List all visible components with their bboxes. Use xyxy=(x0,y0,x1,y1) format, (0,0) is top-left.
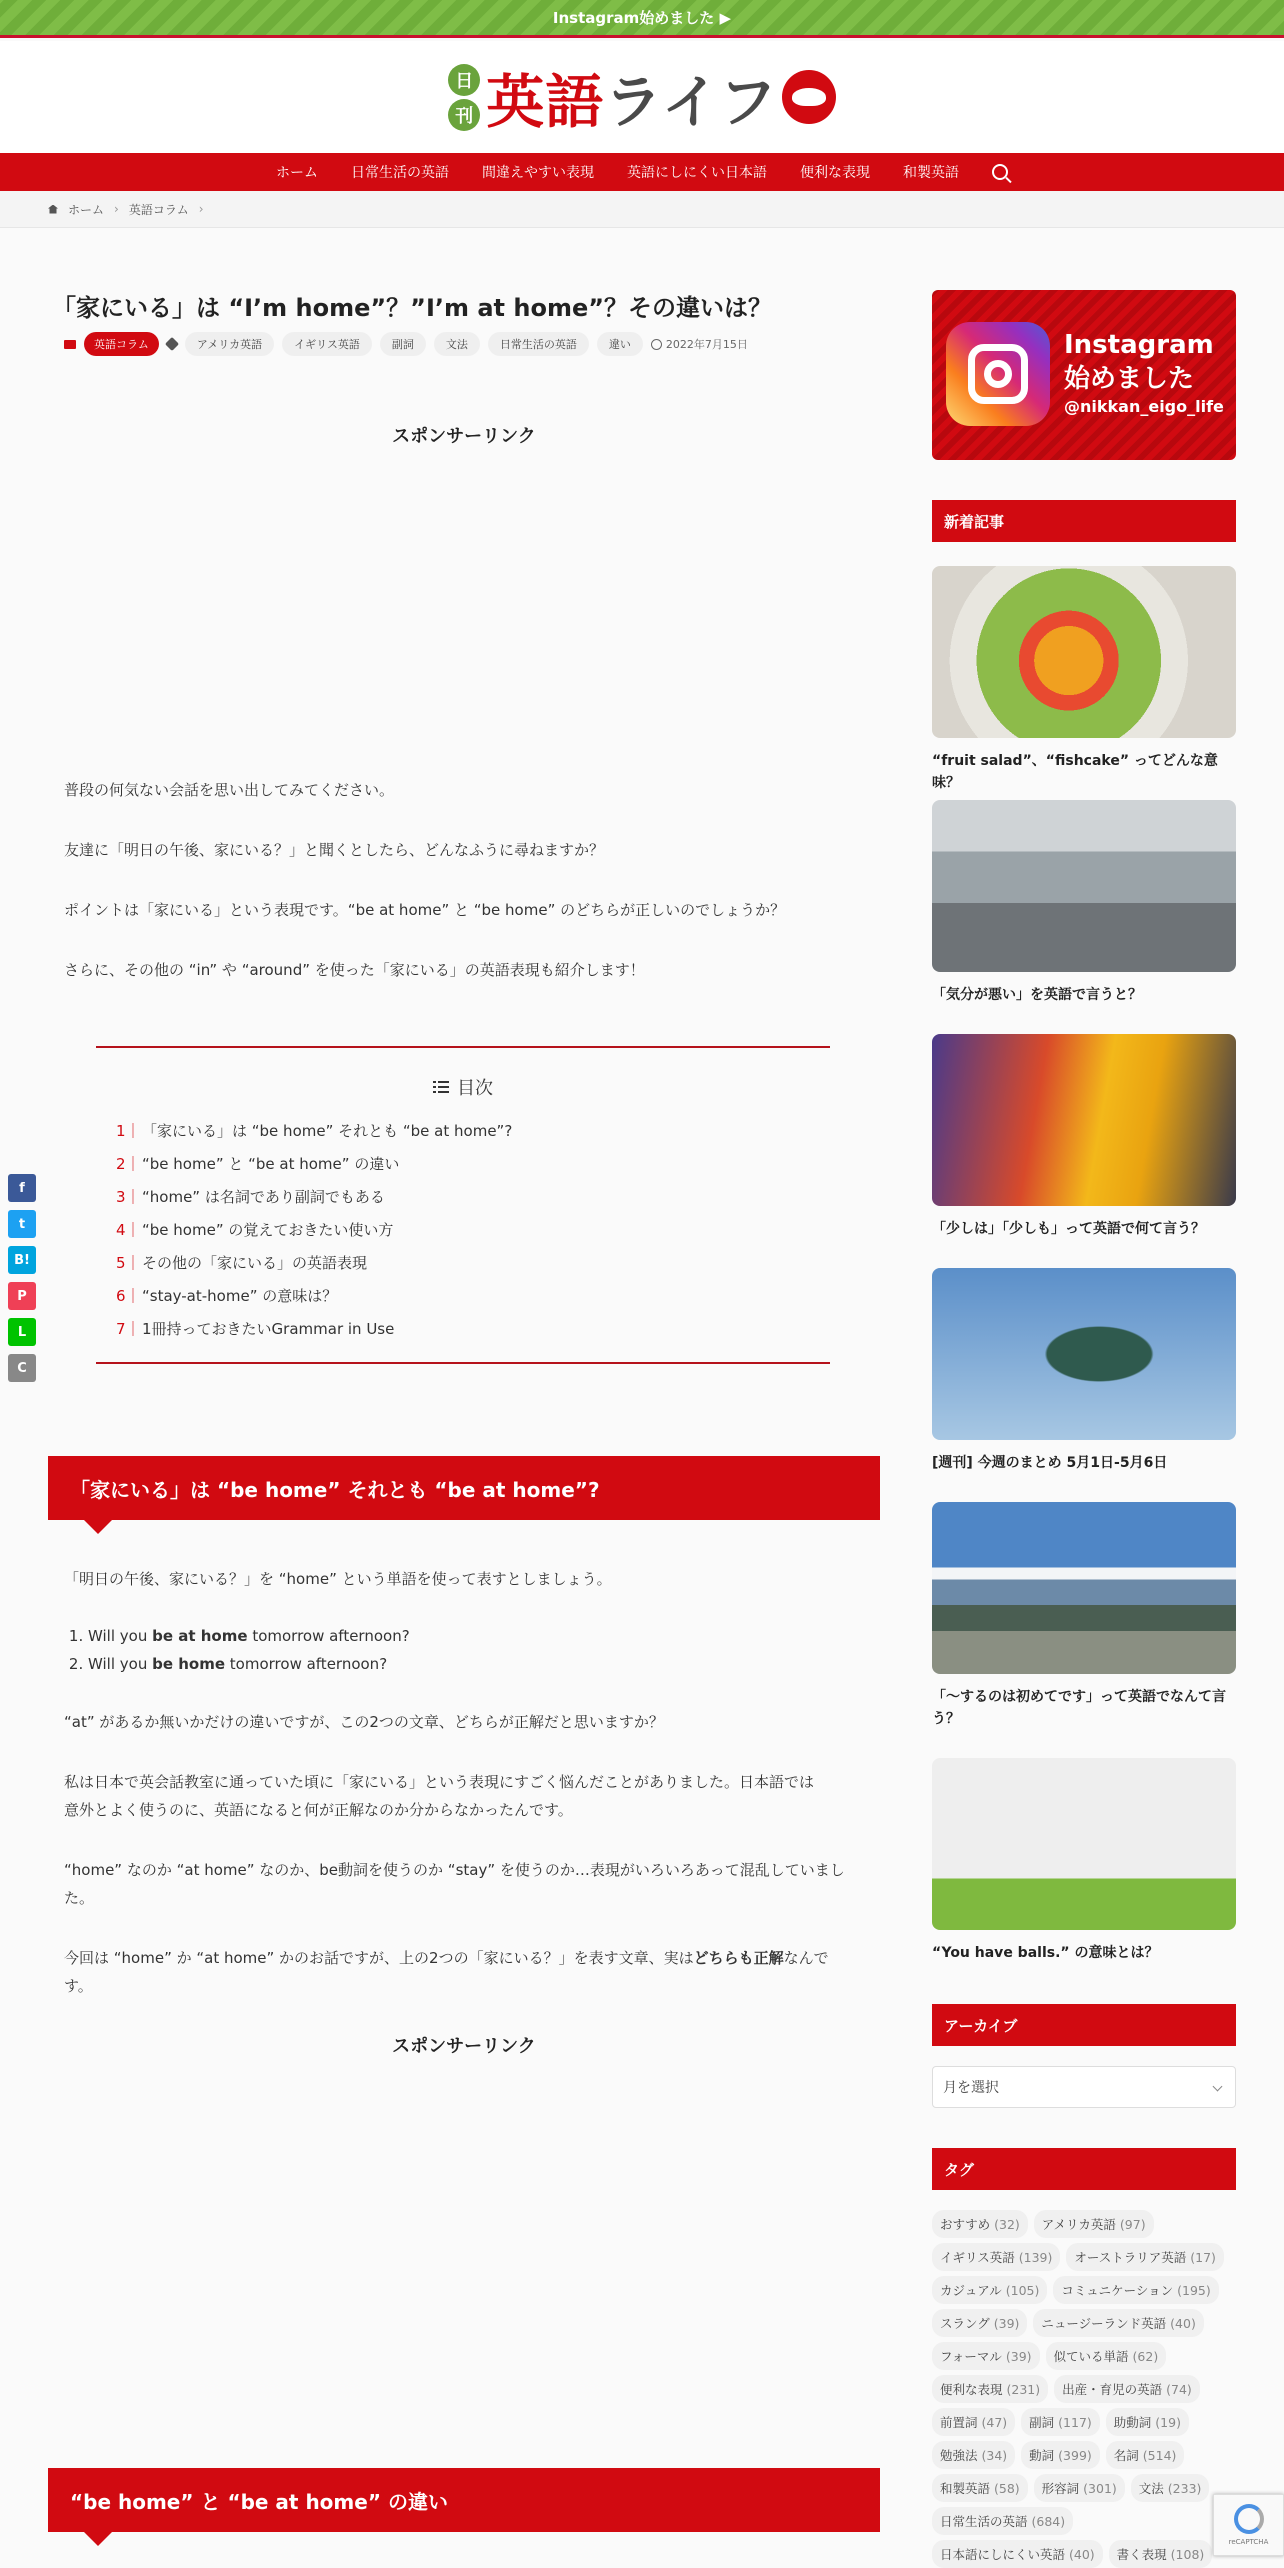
tag-link[interactable]: アメリカ英語 (97) xyxy=(1034,2210,1154,2238)
main-nav xyxy=(0,153,1284,191)
tag-chip[interactable]: イギリス英語 xyxy=(282,332,372,356)
tag-link[interactable]: 日常生活の英語 (684) xyxy=(932,2507,1073,2535)
post-title[interactable]: “fruit salad”、“fishcake” ってどんな意味？ xyxy=(932,753,1218,791)
body-paragraph: “at” があるか無いかだけの違いですが、この2つの文章、どちらが正解だと思いますか？ xyxy=(64,1713,664,1731)
line-share-icon[interactable]: L xyxy=(8,1318,36,1346)
logo-text xyxy=(486,55,778,139)
body-paragraph: 今回は “home” か “at home” かのお話ですが、上の2つの「家にいる？」を表す文章、実はどちらも正解なんで xyxy=(64,1949,829,1967)
logo-text-gray: ライフ xyxy=(604,68,778,136)
tag-link[interactable]: 和製英語 (58) xyxy=(932,2474,1028,2502)
copy-link-icon[interactable]: C xyxy=(8,1354,36,1382)
twitter-share-icon[interactable]: t xyxy=(8,1210,36,1238)
new-posts-heading: 新着記事 xyxy=(932,500,1236,542)
instagram-banner-text: Instagram 始めました @nikkan_eigo_life xyxy=(1064,330,1224,416)
nav-confusing-expressions[interactable]: 間違えやすい表現 xyxy=(482,165,594,181)
search-icon[interactable] xyxy=(992,164,1008,180)
example-list xyxy=(88,1622,410,1678)
tag-link[interactable]: 名詞 (514) xyxy=(1106,2441,1185,2469)
toc-item[interactable]: 6｜ “stay-at-home” の意味は？ xyxy=(116,1287,338,1305)
archive-heading: アーカイブ xyxy=(932,2004,1236,2046)
post-title[interactable]: 「〜するのは初めてです」って英語でなんて言う？ xyxy=(932,1689,1226,1727)
article-meta xyxy=(64,332,748,356)
intro-paragraph: 普段の何気ない会話を思い出してみてください。 xyxy=(64,781,395,799)
table-of-contents xyxy=(96,1046,830,1364)
post-title[interactable]: [週刊] 今週のまとめ 5月1日-5月6日 xyxy=(932,1455,1168,1471)
intro-paragraph: ポイントは「家にいる」という表現です。“be at home” と “be home” のどちらが正しいのでしょうか？ xyxy=(64,901,786,919)
nav-daily-english[interactable]: 日常生活の英語 xyxy=(351,165,449,181)
nav-hard-japanese[interactable]: 英語にしにくい日本語 xyxy=(627,165,767,181)
tag-chip[interactable]: 副詞 xyxy=(380,332,426,356)
toc-item[interactable]: 7｜ 1冊持っておきたいGrammar in Use xyxy=(116,1320,395,1338)
tag-link[interactable]: ニュージーランド英語 (40) xyxy=(1033,2309,1203,2337)
example-item: 2. Will you be home tomorrow afternoon? xyxy=(88,1650,410,1678)
chevron-right-icon: › xyxy=(114,202,119,216)
logo-daily-char-1: 日 xyxy=(448,64,480,96)
tag-link[interactable]: 前置詞 (47) xyxy=(932,2408,1015,2436)
notice-text[interactable]: Instagram始めました ▶ xyxy=(552,9,732,27)
breadcrumb-home[interactable]: ホーム xyxy=(68,202,105,217)
share-bar xyxy=(8,1174,36,1382)
sponsor-label: スポンサーリンク xyxy=(392,2036,536,2057)
folder-icon xyxy=(64,340,76,349)
toc-item[interactable]: 4｜ “be home” の覚えておきたい使い方 xyxy=(116,1221,394,1239)
sponsor-label: スポンサーリンク xyxy=(392,426,536,447)
post-thumbnail[interactable] xyxy=(932,1758,1236,1930)
body-paragraph: 意外とよく使うのに、英語になると何が正解なのか分からなかったんです。 xyxy=(64,1801,573,1819)
date-text: 2022年7月15日 xyxy=(665,338,748,351)
section-heading-2: “be home” と “be at home” の違い xyxy=(48,2468,880,2532)
tag-link[interactable]: 助動詞 (19) xyxy=(1106,2408,1189,2436)
publish-date xyxy=(651,336,748,352)
instagram-icon xyxy=(946,322,1050,426)
tag-link[interactable]: 文法 (233) xyxy=(1131,2474,1210,2502)
logo-daily-char-2: 刊 xyxy=(448,99,480,131)
tag-link[interactable]: コミュニケーション (195) xyxy=(1053,2276,1218,2304)
body-paragraph: 「明日の午後、家にいる？」を “home” という単語を使って表すとしましょう。 xyxy=(64,1570,612,1588)
tag-link[interactable]: 似ている単語 (62) xyxy=(1046,2342,1167,2370)
post-title[interactable]: 「気分が悪い」を英語で言うと？ xyxy=(932,987,1142,1003)
post-title[interactable]: 「少しは」「少しも」って英語で何て言う？ xyxy=(932,1221,1205,1237)
tag-icon xyxy=(165,337,179,351)
tag-link[interactable]: スラング (39) xyxy=(932,2309,1027,2337)
tag-link[interactable]: カジュアル (105) xyxy=(932,2276,1047,2304)
post-thumbnail[interactable] xyxy=(932,800,1236,972)
site-logo[interactable] xyxy=(448,55,836,139)
tags-heading: タグ xyxy=(932,2148,1236,2190)
logo-daily-badge xyxy=(448,64,480,131)
archive-select[interactable]: 月を選択 xyxy=(932,2066,1236,2108)
nav-home[interactable]: ホーム xyxy=(276,165,318,181)
pocket-share-icon[interactable]: P xyxy=(8,1282,36,1310)
intro-paragraph: さらに、その他の “in” や “around” を使った「家にいる」の英語表現も紹介します！ xyxy=(64,961,645,979)
clock-icon xyxy=(651,339,662,350)
tag-link[interactable]: 便利な表現 (231) xyxy=(932,2375,1048,2403)
tag-link[interactable]: 形容詞 (301) xyxy=(1034,2474,1125,2502)
instagram-notice-bar[interactable] xyxy=(0,0,1284,38)
tag-link[interactable]: 勉強法 (34) xyxy=(932,2441,1015,2469)
body-paragraph: 私は日本で英会話教室に通っていた頃に「家にいる」という表現にすごく悩んだことがありました。日本語では xyxy=(64,1773,815,1791)
post-title[interactable]: “You have balls.” の意味とは？ xyxy=(932,1945,1159,1961)
tag-chip[interactable]: アメリカ英語 xyxy=(185,332,274,356)
toc-title xyxy=(96,1074,830,1100)
article-title: 「家にいる」は “I’m home”？”I’m at home”？その違いは？ xyxy=(52,294,773,322)
tag-link[interactable]: おすすめ (32) xyxy=(932,2210,1028,2238)
nav-useful-expressions[interactable]: 便利な表現 xyxy=(800,165,870,181)
section-heading-1: 「家にいる」は “be home” それとも “be at home”? xyxy=(48,1456,880,1520)
nav-wasei-eigo[interactable]: 和製英語 xyxy=(903,165,959,181)
recaptcha-icon xyxy=(1234,2504,1264,2534)
post-thumbnail[interactable] xyxy=(932,1034,1236,1206)
body-paragraph: た。 xyxy=(64,1889,95,1907)
breadcrumb xyxy=(0,191,1284,228)
toc-item[interactable]: 5｜ その他の「家にいる」の英語表現 xyxy=(116,1254,368,1272)
post-thumbnail[interactable] xyxy=(932,1502,1236,1674)
facebook-share-icon[interactable]: f xyxy=(8,1174,36,1202)
toc-list xyxy=(116,1114,512,1345)
post-thumbnail[interactable] xyxy=(932,1268,1236,1440)
tag-chip[interactable]: 違い xyxy=(597,332,643,356)
chevron-down-icon xyxy=(1213,2082,1223,2092)
site-header xyxy=(0,41,1284,153)
logo-text-red: 英語 xyxy=(486,68,605,136)
category-badge[interactable]: 英語コラム xyxy=(84,332,159,356)
tag-link[interactable]: 日本語にしにくい英語 (40) xyxy=(932,2540,1103,2568)
intro-paragraph: 友達に「明日の午後、家にいる？」と聞くとしたら、どんなふうに尋ねますか？ xyxy=(64,841,605,859)
instagram-banner[interactable] xyxy=(932,290,1236,460)
hatena-share-icon[interactable]: B! xyxy=(8,1246,36,1274)
chevron-right-icon: › xyxy=(198,202,204,216)
tag-link[interactable]: 副詞 (117) xyxy=(1021,2408,1100,2436)
list-icon xyxy=(433,1081,449,1093)
body-paragraph: す。 xyxy=(64,1977,93,1995)
tag-link[interactable]: 動詞 (399) xyxy=(1021,2441,1100,2469)
body-paragraph: “home” なのか “at home” なのか、be動詞を使うのか “stay” を使うのか…表現がいろいろあって混乱していまし xyxy=(64,1861,845,1879)
breadcrumb-category[interactable]: 英語コラム xyxy=(128,202,189,217)
tag-link[interactable]: イギリス英語 (139) xyxy=(932,2243,1060,2271)
post-thumbnail[interactable] xyxy=(932,566,1236,738)
toc-item[interactable]: 1｜ 「家にいる」は “be home” それとも “be at home”? xyxy=(116,1122,513,1140)
tag-link[interactable]: 書く表現 (108) xyxy=(1109,2540,1213,2568)
tag-chip[interactable]: 日常生活の英語 xyxy=(488,332,589,356)
toc-item[interactable]: 3｜ “home” は名詞であり副詞でもある xyxy=(116,1188,385,1206)
tag-cloud xyxy=(932,2210,1236,2568)
tag-link[interactable]: フォーマル (39) xyxy=(932,2342,1040,2370)
example-item: 1. Will you be at home tomorrow afternoon? xyxy=(88,1622,410,1650)
toc-title-text: 目次 xyxy=(457,1078,493,1099)
home-icon xyxy=(48,205,58,214)
tag-link[interactable]: オーストラリア英語 (17) xyxy=(1066,2243,1224,2271)
logo-kiwi-icon xyxy=(782,70,836,124)
tag-chip[interactable]: 文法 xyxy=(434,332,480,356)
toc-item[interactable]: 2｜ “be home” と “be at home” の違い xyxy=(116,1155,400,1173)
recaptcha-badge[interactable]: reCAPTCHA xyxy=(1213,2494,1284,2556)
tag-link[interactable]: 出産・育児の英語 (74) xyxy=(1054,2375,1200,2403)
